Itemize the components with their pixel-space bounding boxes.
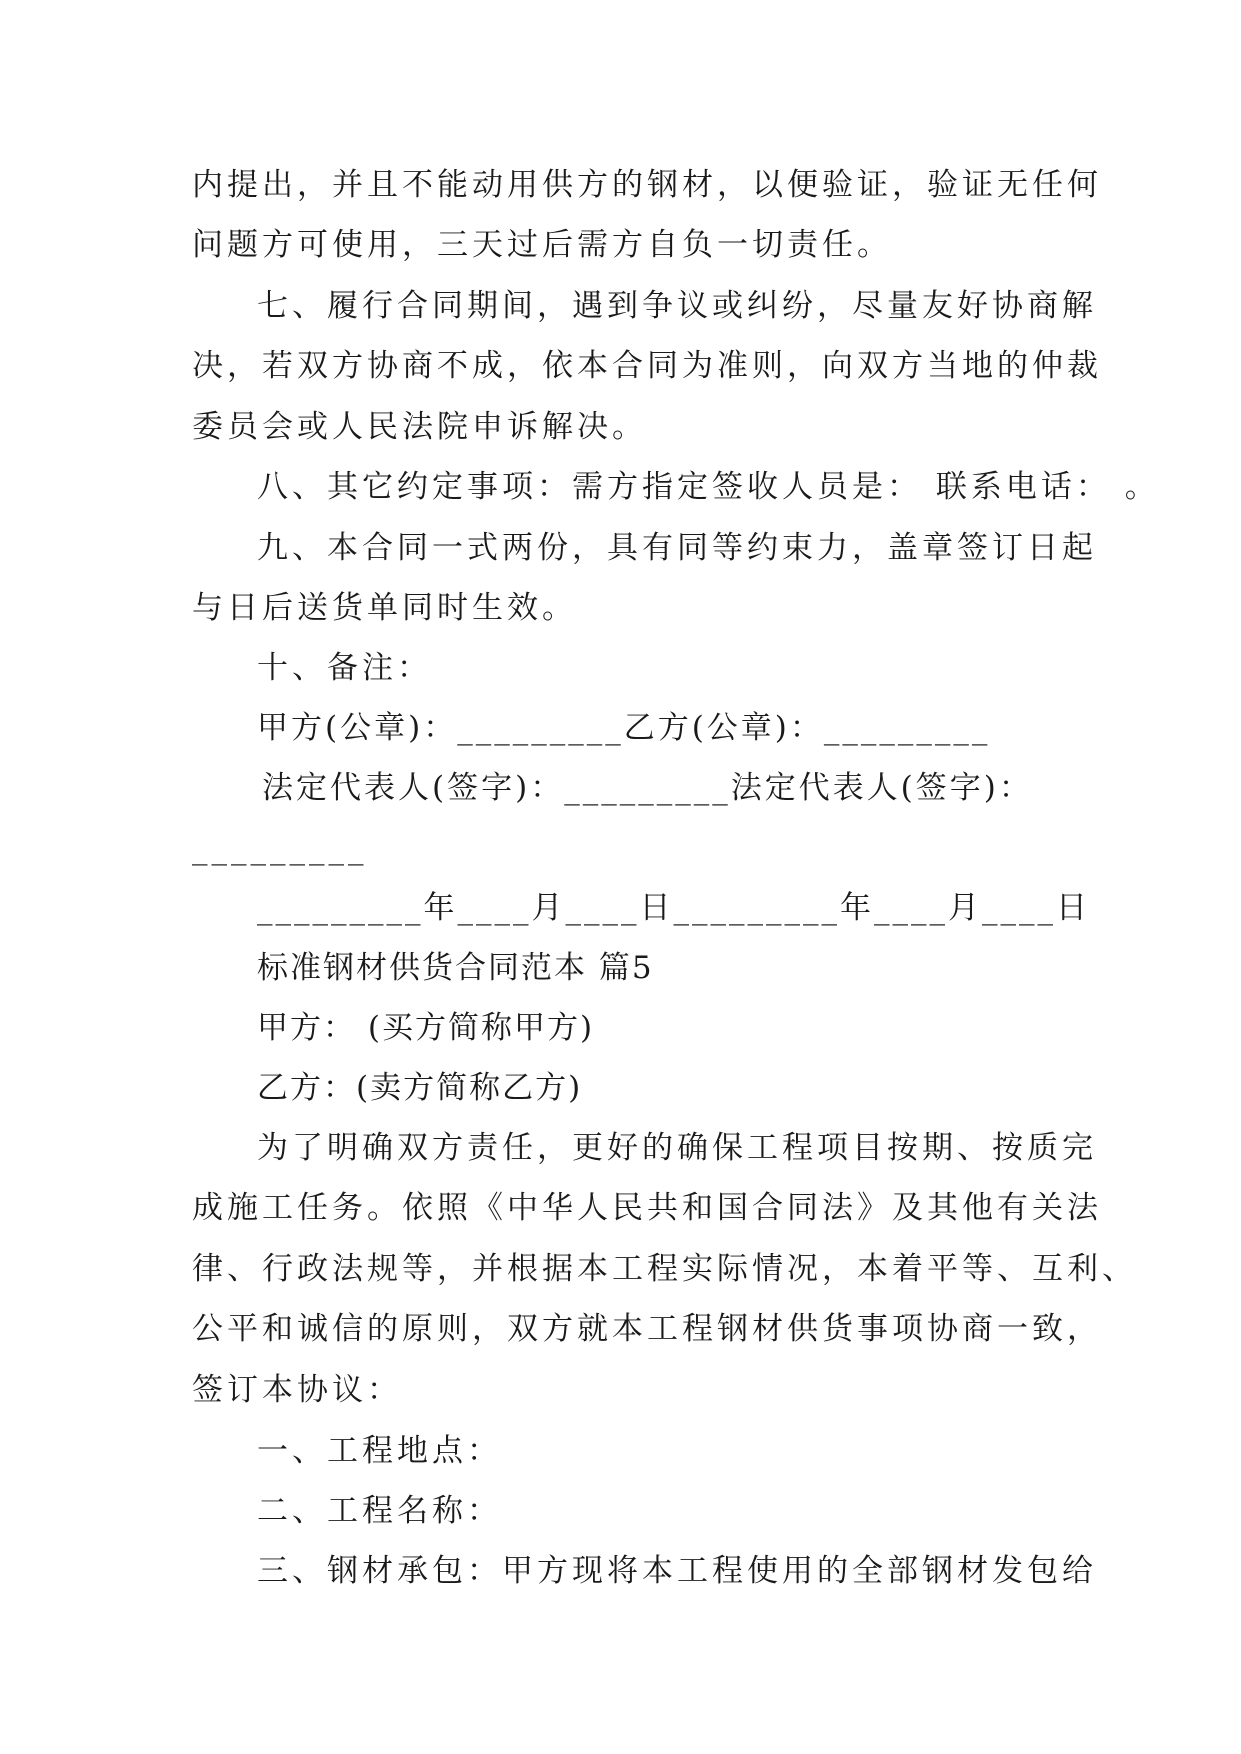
- clause-nine: 九、本合同一式两份，具有同等约束力，盖章签订日起: [257, 530, 1097, 566]
- legal-representative-line: 法定代表人(签字)：_________法定代表人(签字)：: [262, 770, 1033, 806]
- paragraph-line: 决，若双方协商不成，依本合同为准则，向双方当地的仲裁: [192, 348, 1102, 384]
- date-line: _________年____月____日_________年____月____日: [257, 890, 1090, 926]
- party-b-line: 乙方：(卖方简称乙方): [257, 1070, 583, 1106]
- paragraph-line: 签订本协议：: [192, 1372, 402, 1408]
- clause-eight: 八、其它约定事项：需方指定签收人员是： 联系电话： 。: [257, 469, 1160, 505]
- clause-steel-contract: 三、钢材承包：甲方现将本工程使用的全部钢材发包给: [257, 1553, 1097, 1589]
- party-seal-line: 甲方(公章)：_________乙方(公章)：_________: [257, 710, 991, 746]
- paragraph-line: 内提出，并且不能动用供方的钢材，以便验证，验证无任何: [192, 167, 1102, 203]
- clause-seven: 七、履行合同期间，遇到争议或纠纷，尽量友好协商解: [257, 288, 1097, 324]
- paragraph-line: 与日后送货单同时生效。: [192, 590, 577, 626]
- paragraph-line: 公平和诚信的原则，双方就本工程钢材供货事项协商一致，: [192, 1311, 1102, 1347]
- preamble-line: 为了明确双方责任，更好的确保工程项目按期、按质完: [257, 1130, 1097, 1166]
- paragraph-line: 律、行政法规等，并根据本工程实际情况，本着平等、互利、: [192, 1251, 1137, 1287]
- clause-project-location: 一、工程地点：: [257, 1433, 502, 1469]
- clause-ten-remarks: 十、备注：: [257, 650, 432, 686]
- party-a-line: 甲方： (买方简称甲方): [257, 1010, 595, 1046]
- paragraph-line: 成施工任务。依照《中华人民共和国合同法》及其他有关法: [192, 1190, 1102, 1226]
- paragraph-line: 问题方可使用，三天过后需方自负一切责任。: [192, 227, 892, 263]
- clause-project-name: 二、工程名称：: [257, 1493, 502, 1529]
- signature-blank: _________: [192, 830, 368, 866]
- paragraph-line: 委员会或人民法院申诉解决。: [192, 409, 647, 445]
- section-title: 标准钢材供货合同范本 篇5: [257, 950, 654, 986]
